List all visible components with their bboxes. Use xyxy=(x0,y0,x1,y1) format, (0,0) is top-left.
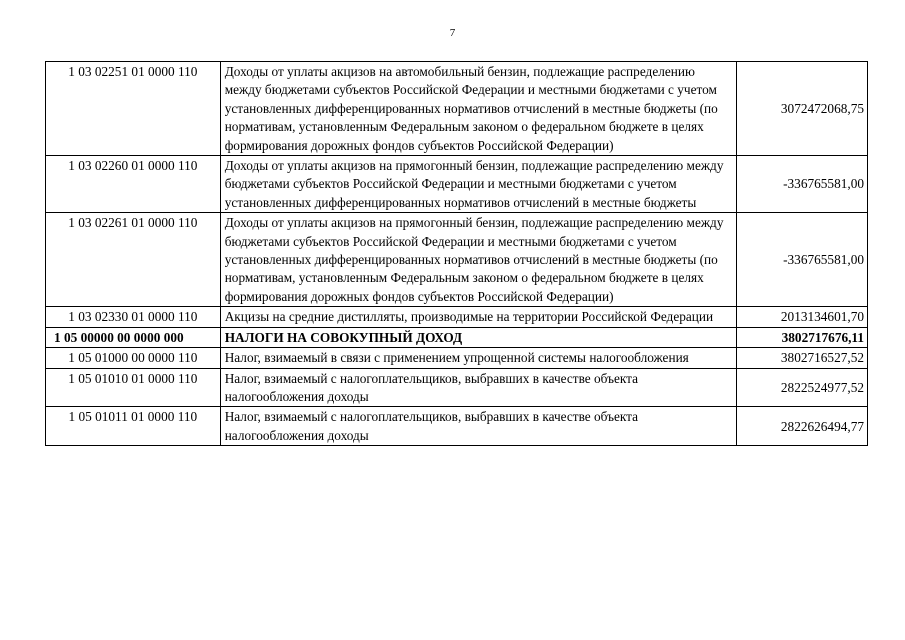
table-row xyxy=(46,407,868,446)
amount-cell: 2013134601,70 xyxy=(736,307,867,327)
amount-cell: 3802717676,11 xyxy=(736,327,867,347)
description-cell: Акцизы на средние дистилляты, производимые на территории Российской Федерации xyxy=(220,307,736,327)
amount-cell: -336765581,00 xyxy=(736,156,867,213)
budget-code-cell: 1 05 01000 00 0000 110 xyxy=(46,348,221,368)
table-row xyxy=(46,213,868,307)
table-row xyxy=(46,368,868,407)
budget-code-cell: 1 05 01010 01 0000 110 xyxy=(46,368,221,407)
table-row xyxy=(46,156,868,213)
table-row-section-total xyxy=(46,327,868,347)
budget-code-cell: 1 03 02261 01 0000 110 xyxy=(46,213,221,307)
amount-cell: 2822524977,52 xyxy=(736,368,867,407)
table-row xyxy=(46,348,868,368)
budget-code-cell: 1 05 00000 00 0000 000 xyxy=(46,327,221,347)
budget-code-cell: 1 03 02260 01 0000 110 xyxy=(46,156,221,213)
description-cell: Доходы от уплаты акцизов на прямогонный бензин, подлежащие распределению между бюджетами субъектов Российской Федерации и местными бюджетами с учетом установленных дифференцированных нормативов отчислений в местные бюджеты (по нормативам, установленным Федеральным законом о федеральном бюджете в целях формирования дорожных фондов субъектов Российской Федерации) xyxy=(220,213,736,307)
description-cell: Доходы от уплаты акцизов на прямогонный бензин, подлежащие распределению между бюджетами субъектов Российской Федерации и местными бюджетами с учетом установленных дифференцированных нормативов отчислений в местные бюджеты xyxy=(220,156,736,213)
description-cell: Доходы от уплаты акцизов на автомобильный бензин, подлежащие распределению между бюджетами субъектов Российской Федерации и местными бюджетами с учетом установленных дифференцированных нормативов отчислений в местные бюджеты (по нормативам, установленным Федеральным законом о федеральном бюджете в целях формирования дорожных фондов субъектов Российской Федерации) xyxy=(220,62,736,156)
description-cell: Налог, взимаемый в связи с применением упрощенной системы налогообложения xyxy=(220,348,736,368)
revenue-table xyxy=(45,61,868,446)
amount-cell: 3802716527,52 xyxy=(736,348,867,368)
description-cell: НАЛОГИ НА СОВОКУПНЫЙ ДОХОД xyxy=(220,327,736,347)
amount-cell: 2822626494,77 xyxy=(736,407,867,446)
budget-code-cell: 1 03 02330 01 0000 110 xyxy=(46,307,221,327)
description-cell: Налог, взимаемый с налогоплательщиков, выбравших в качестве объекта налогообложения доходы xyxy=(220,368,736,407)
description-cell: Налог, взимаемый с налогоплательщиков, выбравших в качестве объекта налогообложения доходы xyxy=(220,407,736,446)
amount-cell: 3072472068,75 xyxy=(736,62,867,156)
table-row xyxy=(46,307,868,327)
amount-cell: -336765581,00 xyxy=(736,213,867,307)
page-number: 7 xyxy=(449,27,456,39)
table-row xyxy=(46,62,868,156)
budget-code-cell: 1 05 01011 01 0000 110 xyxy=(46,407,221,446)
budget-code-cell: 1 03 02251 01 0000 110 xyxy=(46,62,221,156)
